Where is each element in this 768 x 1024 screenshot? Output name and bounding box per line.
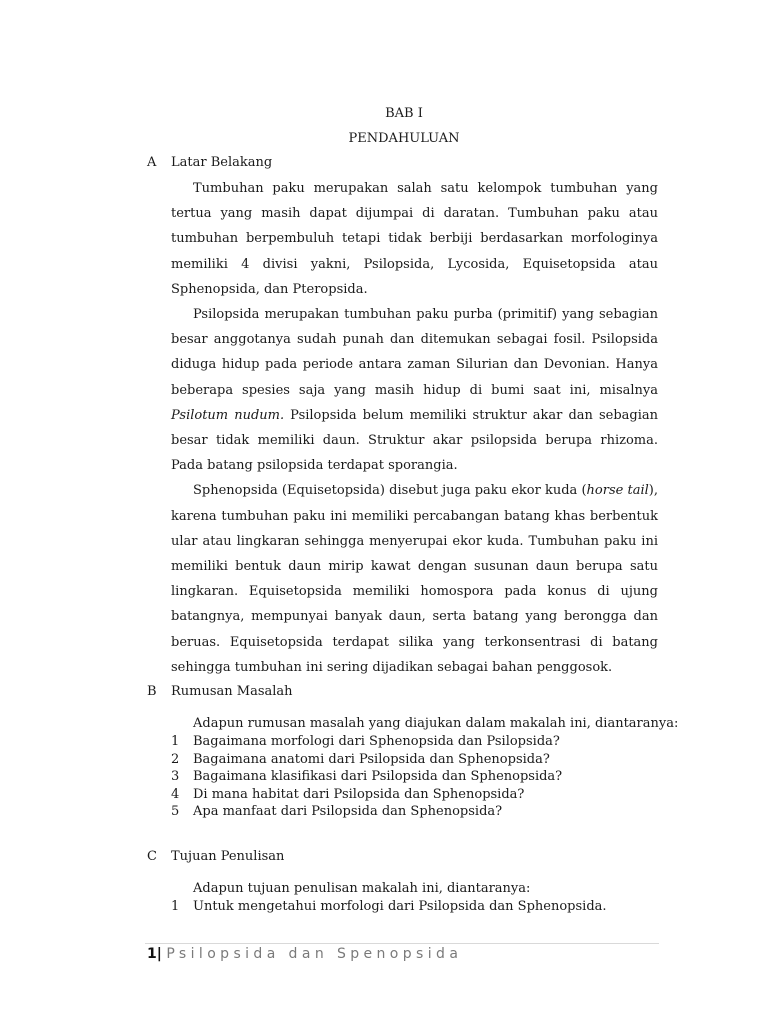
page-footer (147, 946, 462, 962)
list-item (171, 898, 607, 916)
section-c-title: Tujuan Penulisan (171, 849, 285, 864)
list-text: Bagaimana klasifikasi dari Psilopsida dan Sphenopsida? (193, 769, 563, 784)
species-name-italic: Psilotum nudum. (171, 407, 285, 423)
horse-tail-italic: horse tail (586, 483, 649, 499)
list-number: 1 (171, 899, 180, 914)
chapter-heading: BAB I (385, 106, 423, 121)
list-number: 5 (171, 804, 180, 819)
list-text: Apa manfaat dari Psilopsida dan Sphenopsida? (193, 804, 503, 819)
list-item (171, 733, 562, 751)
section-c-letter: C (147, 849, 157, 864)
footer-title: Psilopsida dan Spenopsida (166, 946, 463, 962)
list-number: 4 (171, 786, 180, 802)
list-number: 1 (171, 734, 180, 749)
paragraph-1-text: Tumbuhan paku merupakan salah satu kelompok tumbuhan yang tertua yang masih dapat dijumpai di daratan. Tumbuhan paku atau tumbuhan berpembuluh tetapi tidak berbiji berdasarkan morfologinya memiliki 4 divisi yakni, Psilopsida, Lycosida, Equisetopsida atau Sphenopsida, dan Pteropsida. (171, 181, 658, 297)
list-text: Bagaimana anatomi dari Psilopsida dan Sphenopsida? (193, 751, 550, 767)
section-a-title: Latar Belakang (171, 155, 273, 170)
list-item (171, 768, 562, 786)
list-number: 3 (171, 769, 180, 784)
paragraph-2-text-b: Psilopsida belum memiliki struktur akar dan sebagian besar tidak memiliki daun. Struktur akar psilopsida berupa rhizoma. Pada batang psilopsida terdapat sporangia. (171, 407, 658, 474)
section-a-body (171, 176, 658, 680)
section-b-letter: B (147, 684, 157, 699)
paragraph-2-text-a: Psilopsida merupakan tumbuhan paku purba (primitif) yang sebagian besar anggotanya sudah punah dan ditemukan sebagai fosil. Psilopsida diduga hidup pada periode antara zaman Silurian dan Devonian. Hanya beberapa spesies saja yang masih hidup di bumi saat ini, misalnya (171, 307, 658, 398)
list-text: Bagaimana morfologi dari Sphenopsida dan Psilopsida? (193, 734, 560, 749)
paragraph-1 (171, 176, 658, 302)
paragraph-3 (171, 478, 658, 680)
list-item (171, 751, 562, 769)
list-item (171, 786, 562, 804)
paragraph-3-text-a: Sphenopsida (Equisetopsida) disebut juga paku ekor kuda ( (193, 483, 587, 499)
list-number: 2 (171, 751, 180, 767)
list-item (171, 803, 562, 821)
section-b-intro: Adapun rumusan masalah yang diajukan dalam makalah ini, diantaranya: (193, 716, 679, 731)
section-b-list (171, 733, 562, 821)
paragraph-3-text-b: ), karena tumbuhan paku ini memiliki percabangan batang khas berbentuk ular atau lingkaran sehingga menyerupai ekor kuda. Tumbuhan paku ini memiliki bentuk daun mirip kawat dengan susunan daun berupa satu lingkaran. Equisetopsida memiliki homospora pada konus di ujung batangnya, mempunyai banyak daun, serta batang yang berongga dan beruas. Equisetopsida terdapat silika yang terkonsentrasi di batang sehingga tumbuhan ini sering dijadikan sebagai bahan penggosok. (171, 483, 658, 675)
list-text: Di mana habitat dari Psilopsida dan Sphenopsida? (193, 786, 525, 802)
chapter-title: PENDAHULUAN (348, 131, 460, 146)
section-a-letter: A (147, 155, 157, 170)
list-text: Untuk mengetahui morfologi dari Psilopsida dan Sphenopsida. (193, 899, 607, 914)
section-b-title: Rumusan Masalah (171, 684, 293, 699)
footer-divider (145, 943, 659, 944)
footer-separator: | (156, 946, 162, 962)
paragraph-2 (171, 302, 658, 478)
section-c-intro: Adapun tujuan penulisan makalah ini, diantaranya: (193, 881, 531, 896)
page-number: 1 (147, 946, 157, 962)
section-c-list (171, 898, 607, 916)
